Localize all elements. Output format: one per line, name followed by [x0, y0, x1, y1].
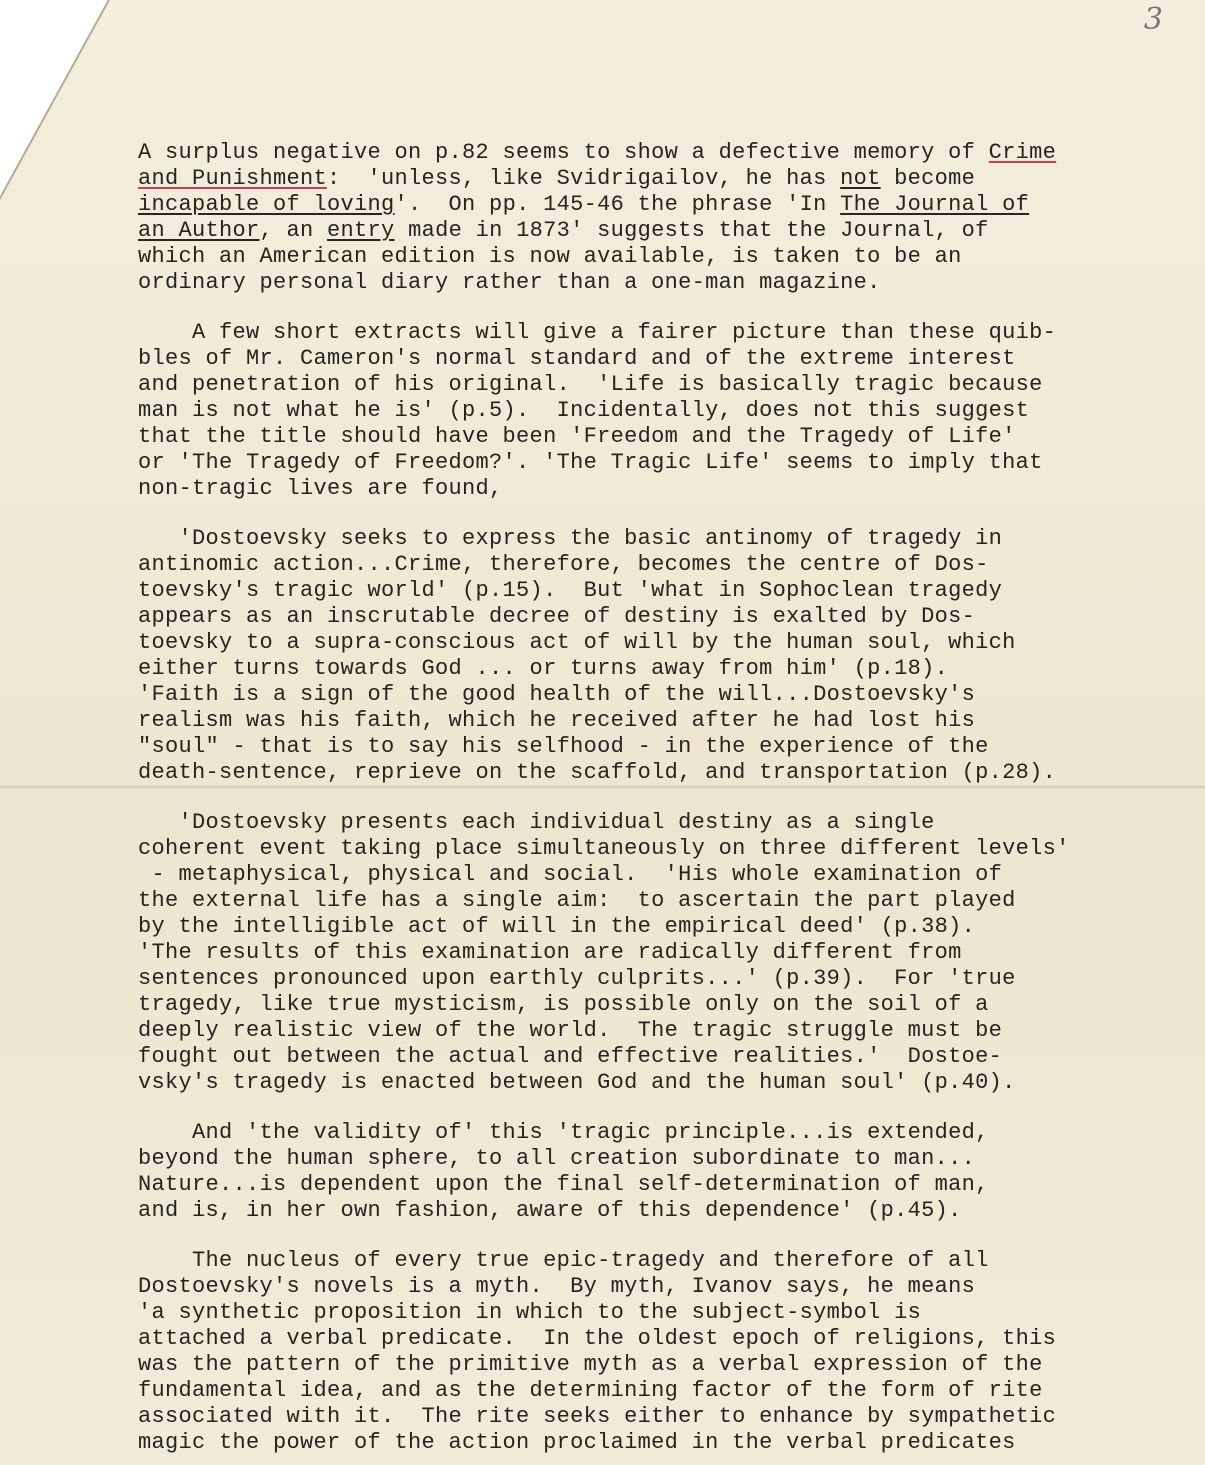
text-line: [138, 810, 1178, 836]
text-segment: fundamental idea, and as the determining factor of the form of rite: [138, 1378, 1043, 1403]
text-segment: vsky's tragedy is enacted between God and the human soul' (p.40).: [138, 1070, 1016, 1095]
text-line: [138, 734, 1178, 760]
underlined-text: an Author: [138, 218, 260, 243]
typescript-body: [138, 140, 1178, 1465]
page-number: 3: [1143, 2, 1163, 37]
text-segment: death-sentence, reprieve on the scaffold, and transportation (p.28).: [138, 760, 1057, 785]
text-line: [138, 862, 1178, 888]
text-line: [138, 398, 1178, 424]
text-segment: tragedy, like true mysticism, is possible only on the soil of a: [138, 992, 989, 1017]
text-segment: and is, in her own fashion, aware of this dependence' (p.45).: [138, 1198, 962, 1223]
text-segment: the external life has a single aim: to ascertain the part played: [138, 888, 1016, 913]
text-line: [138, 1352, 1178, 1378]
text-segment: non-tragic lives are found,: [138, 476, 503, 501]
text-line: [138, 914, 1178, 940]
underlined-text: and Punishment: [138, 166, 328, 191]
text-segment: , an: [259, 218, 328, 243]
text-line: [138, 1430, 1178, 1456]
text-line: [138, 940, 1178, 966]
text-line: [138, 656, 1178, 682]
text-segment: which an American edition is now available, is taken to be an: [138, 244, 962, 269]
text-line: [138, 992, 1178, 1018]
text-segment: ordinary personal diary rather than a one-man magazine.: [138, 270, 881, 295]
text-segment: appears as an inscrutable decree of destiny is exalted by Dos-: [138, 604, 976, 629]
text-segment: fought out between the actual and effective realities.' Dostoe-: [138, 1044, 1003, 1069]
paragraph: [138, 320, 1178, 502]
text-segment: made in 1873' suggests that the Journal, of: [394, 218, 989, 243]
text-segment: 'Dostoevsky seeks to express the basic antinomy of tragedy in: [138, 526, 1003, 551]
text-line: [138, 682, 1178, 708]
text-segment: 'Dostoevsky presents each individual destiny as a single: [138, 810, 935, 835]
text-line: [138, 578, 1178, 604]
text-line: [138, 836, 1178, 862]
underlined-text: Crime: [988, 140, 1057, 165]
text-line: [138, 1404, 1178, 1430]
text-line: [138, 346, 1178, 372]
text-line: [138, 1378, 1178, 1404]
text-line: [138, 1172, 1178, 1198]
text-segment: 'Faith is a sign of the good health of the will...Dostoevsky's: [138, 682, 976, 707]
text-line: [138, 1326, 1178, 1352]
text-line: [138, 760, 1178, 786]
text-line: [138, 140, 1178, 166]
text-segment: realism was his faith, which he received after he had lost his: [138, 708, 976, 733]
paragraph: [138, 810, 1178, 1096]
text-segment: and penetration of his original. 'Life is basically tragic because: [138, 372, 1043, 397]
underlined-text: incapable of loving: [138, 192, 395, 217]
paragraph: [138, 140, 1178, 296]
text-segment: bles of Mr. Cameron's normal standard and of the extreme interest: [138, 346, 1016, 371]
text-segment: The nucleus of every true epic-tragedy and therefore of all: [138, 1248, 989, 1273]
text-segment: antinomic action...Crime, therefore, becomes the centre of Dos-: [138, 552, 989, 577]
text-segment: And 'the validity of' this 'tragic principle...is extended,: [138, 1120, 989, 1145]
text-line: [138, 192, 1178, 218]
paragraph: [138, 526, 1178, 786]
text-line: [138, 372, 1178, 398]
text-segment: 'The results of this examination are radically different from: [138, 940, 962, 965]
text-segment: Dostoevsky's novels is a myth. By myth, Ivanov says, he means: [138, 1274, 976, 1299]
underlined-text: not: [840, 166, 881, 191]
text-segment: toevsky to a supra-conscious act of will by the human soul, which: [138, 630, 1016, 655]
underlined-text: entry: [327, 218, 395, 243]
text-segment: was the pattern of the primitive myth as a verbal expression of the: [138, 1352, 1043, 1377]
text-line: [138, 526, 1178, 552]
text-line: [138, 476, 1178, 502]
text-segment: '. On pp. 145-46 the phrase 'In: [394, 192, 841, 217]
paragraph: [138, 1120, 1178, 1224]
text-segment: man is not what he is' (p.5). Incidentally, does not this suggest: [138, 398, 1030, 423]
text-segment: "soul" - that is to say his selfhood - in the experience of the: [138, 734, 989, 759]
text-segment: Nature...is dependent upon the final self-determination of man,: [138, 1172, 989, 1197]
paragraph: [138, 1248, 1178, 1456]
text-segment: associated with it. The rite seeks either to enhance by sympathetic: [138, 1404, 1057, 1429]
text-line: [138, 1044, 1178, 1070]
text-line: [138, 1018, 1178, 1044]
text-segment: 'a synthetic proposition in which to the subject-symbol is: [138, 1300, 922, 1325]
text-line: [138, 888, 1178, 914]
text-segment: toevsky's tragic world' (p.15). But 'what in Sophoclean tragedy: [138, 578, 1003, 603]
text-line: [138, 320, 1178, 346]
text-segment: either turns towards God ... or turns away from him' (p.18).: [138, 656, 949, 681]
text-line: [138, 966, 1178, 992]
text-line: [138, 1248, 1178, 1274]
text-line: [138, 1146, 1178, 1172]
text-line: [138, 244, 1178, 270]
text-segment: coherent event taking place simultaneously on three different levels': [138, 836, 1070, 861]
text-line: [138, 270, 1178, 296]
text-line: [138, 166, 1178, 192]
text-line: [138, 604, 1178, 630]
text-segment: A surplus negative on p.82 seems to show a defective memory of: [138, 140, 989, 165]
text-segment: that the title should have been 'Freedom and the Tragedy of Life': [138, 424, 1016, 449]
text-line: [138, 1274, 1178, 1300]
text-line: [138, 1300, 1178, 1326]
text-segment: or 'The Tragedy of Freedom?'. 'The Tragic Life' seems to imply that: [138, 450, 1043, 475]
text-line: [138, 630, 1178, 656]
text-line: [138, 218, 1178, 244]
text-line: [138, 1120, 1178, 1146]
text-segment: magic the power of the action proclaimed in the verbal predicates: [138, 1430, 1016, 1455]
text-segment: beyond the human sphere, to all creation subordinate to man...: [138, 1146, 976, 1171]
text-line: [138, 552, 1178, 578]
text-segment: - metaphysical, physical and social. 'His whole examination of: [138, 862, 1003, 887]
text-segment: become: [880, 166, 976, 191]
text-segment: : 'unless, like Svidrigailov, he has: [327, 166, 841, 191]
text-line: [138, 1070, 1178, 1096]
text-segment: attached a verbal predicate. In the oldest epoch of religions, this: [138, 1326, 1057, 1351]
text-segment: by the intelligible act of will in the empirical deed' (p.38).: [138, 914, 976, 939]
underlined-text: The Journal of: [840, 192, 1030, 217]
text-line: [138, 424, 1178, 450]
text-segment: sentences pronounced upon earthly culprits...' (p.39). For 'true: [138, 966, 1016, 991]
text-line: [138, 1198, 1178, 1224]
text-line: [138, 450, 1178, 476]
text-segment: deeply realistic view of the world. The tragic struggle must be: [138, 1018, 1003, 1043]
text-segment: A few short extracts will give a fairer picture than these quib-: [138, 320, 1057, 345]
text-line: [138, 708, 1178, 734]
